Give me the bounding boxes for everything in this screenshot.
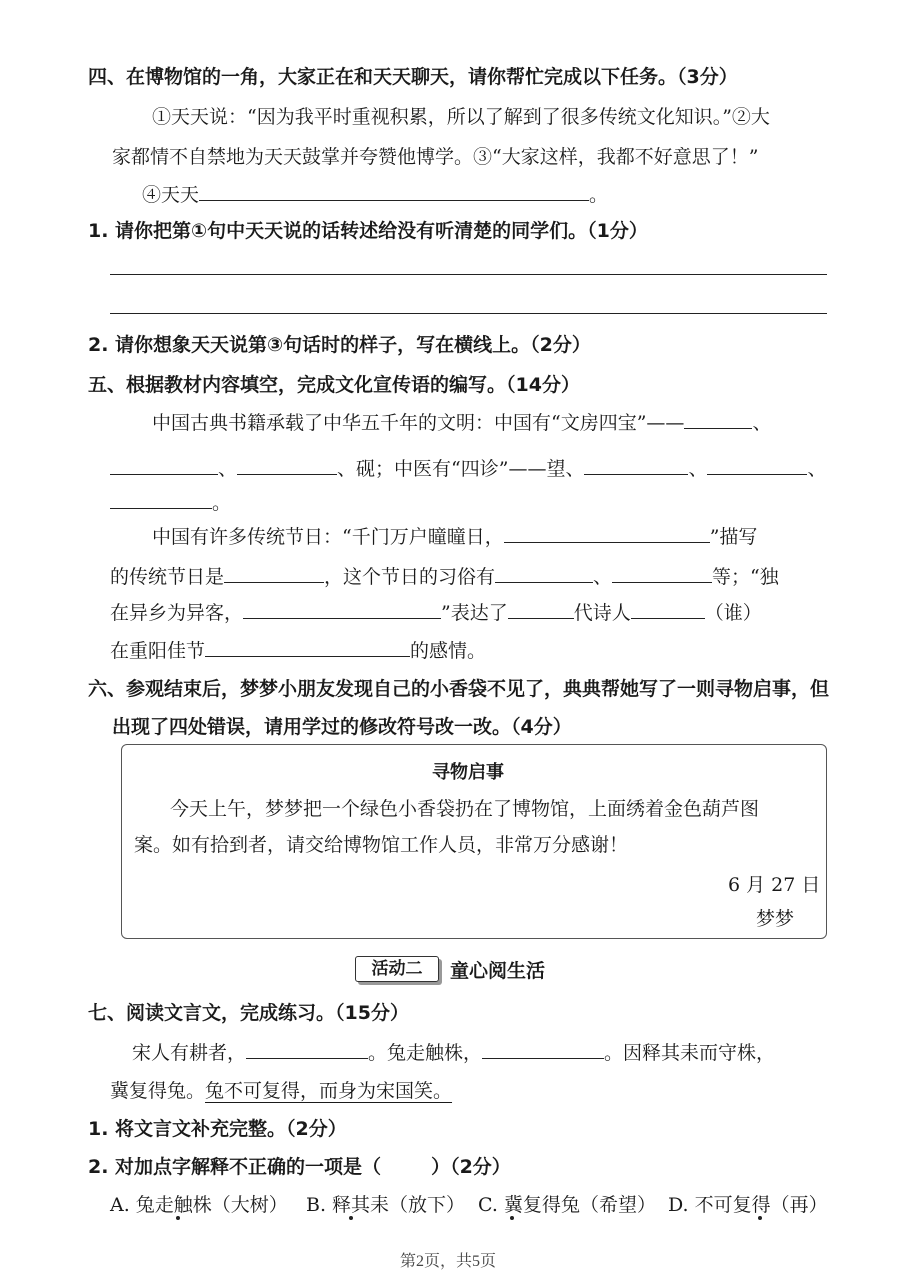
q5-blank-6[interactable] (110, 490, 212, 509)
notice-signature: 梦梦 (756, 908, 795, 930)
q4-sub1-answer-line-2[interactable] (110, 313, 827, 314)
emphasis-dot (176, 1216, 180, 1220)
q4-passage-line3 (142, 180, 608, 207)
q5-p1-line2 (110, 454, 826, 481)
q5-blank-1[interactable] (684, 410, 752, 429)
q5-blank-10[interactable] (612, 564, 712, 583)
q4-sub1: 1. 请你把第①句中天天说的话转述给没有听清楚的同学们。（1分） (88, 220, 648, 242)
notice-body-line2: 案。如有拾到者，请交给博物馆工作人员，非常万分感谢！ (134, 834, 629, 856)
activity-badge: 活动二 (355, 956, 439, 982)
q5-text: 、 (218, 458, 238, 480)
q7-sub2 (88, 1152, 511, 1179)
q7-text-line1 (132, 1038, 775, 1065)
q5-text: 。 (212, 492, 232, 514)
q5-text: ”描写 (709, 526, 758, 548)
q4-passage-line1: ①天天说：“因为我平时重视积累，所以了解到了很多传统文化知识。”②大 (152, 106, 770, 128)
q5-text: 代诗人 (573, 602, 631, 624)
q5-text: 中国有许多传统节日：“千门万户曈曈日， (152, 526, 504, 548)
q5-text: 的感情。 (410, 640, 487, 662)
q4-passage-line2: 家都情不自禁地为天天鼓掌并夸赞他博学。③“大家这样，我都不好意思了！” (112, 146, 759, 168)
q5-p1-line1 (152, 408, 771, 435)
q4-line3-prefix: ④天天 (142, 184, 200, 206)
q6-heading-line1: 六、参观结束后，梦梦小朋友发现自己的小香袋不见了，典典帮她写了一则寻物启事，但 (88, 678, 830, 700)
q5-blank-11[interactable] (243, 600, 441, 619)
q5-text: （谁） (704, 602, 762, 624)
q5-text: 中国古典书籍承载了中华五千年的文明：中国有“文房四宝”—— (152, 412, 685, 434)
emphasis-dot (349, 1216, 353, 1220)
notice-date: 6 月 27 日 (728, 874, 821, 896)
q7-text: 。兔走触株， (368, 1042, 483, 1064)
q4-sub2: 2. 请你想象天天说第③句话时的样子，写在横线上。（2分） (88, 334, 591, 356)
q5-p2-line1 (152, 522, 757, 549)
q5-text: ”表达了 (441, 602, 508, 624)
q5-text: 在重阳佳节 (110, 640, 206, 662)
q5-text: 、砚；中医有“四诊”——望、 (337, 458, 585, 480)
q5-text: 、 (593, 566, 613, 588)
q4-line3-suffix: 。 (589, 184, 609, 206)
q4-heading: 四、在博物馆的一角，大家正在和天天聊天，请你帮忙完成以下任务。（3分） (88, 66, 738, 88)
q5-blank-14[interactable] (205, 638, 410, 657)
q7-text: 冀复得兔。 (110, 1080, 206, 1102)
notice-title: 寻物启事 (432, 762, 504, 783)
q5-text: 在异乡为异客， (110, 602, 244, 624)
q5-text: 、 (807, 458, 827, 480)
page-number: 第2页，共5页 (400, 1253, 497, 1270)
q5-blank-3[interactable] (237, 456, 337, 475)
q7-text: 。因释其耒而守株， (604, 1042, 776, 1064)
q5-blank-7[interactable] (504, 524, 710, 543)
q7-sub1: 1. 将文言文补充完整。（2分） (88, 1118, 347, 1140)
q5-blank-9[interactable] (495, 564, 593, 583)
q5-blank-2[interactable] (110, 456, 218, 475)
q5-text: ，这个节日的习俗有 (324, 566, 496, 588)
q6-heading-line2: 出现了四处错误，请用学过的修改符号改一改。（4分） (112, 716, 572, 738)
q5-blank-8[interactable] (224, 564, 324, 583)
q7-text-line2 (110, 1076, 452, 1103)
q7-underlined-sentence: 兔不可复得，而身为宋国笑。 (205, 1080, 453, 1102)
q5-p2-line3 (110, 598, 762, 625)
q7-text: 宋人有耕者， (132, 1042, 247, 1064)
q5-heading: 五、根据教材内容填空，完成文化宣传语的编写。（14分） (88, 374, 580, 396)
q4-answer-blank[interactable] (199, 182, 589, 201)
emphasis-dot (758, 1216, 762, 1220)
q5-blank-12[interactable] (508, 600, 574, 619)
q5-text: 、 (752, 412, 772, 434)
q7-sub2-text: 2. 对加点字解释不正确的一项是（ (88, 1156, 382, 1178)
q7-option-c[interactable]: C. 冀复得兔（希望） (478, 1194, 656, 1216)
q5-text: 、 (688, 458, 708, 480)
q7-option-d[interactable]: D. 不可复得（再） (668, 1194, 828, 1216)
emphasis-dot (510, 1216, 514, 1220)
activity-title: 童心阅生活 (450, 960, 546, 982)
q5-p2-line2 (110, 562, 779, 589)
q4-sub1-answer-line-1[interactable] (110, 274, 827, 275)
q7-blank-1[interactable] (246, 1040, 368, 1059)
q5-blank-4[interactable] (584, 456, 688, 475)
q5-text: 的传统节日是 (110, 566, 225, 588)
q7-option-b[interactable]: B. 释其耒（放下） (306, 1194, 466, 1216)
q7-sub2-text: ）（2分） (431, 1156, 511, 1178)
q5-text: 等；“独 (712, 566, 779, 588)
q7-blank-2[interactable] (482, 1040, 604, 1059)
q5-blank-13[interactable] (631, 600, 705, 619)
q7-option-a[interactable]: A. 兔走触株（大树） (110, 1194, 288, 1216)
q5-p1-line3 (110, 488, 231, 515)
q5-p2-line4 (110, 636, 486, 663)
notice-body-line1: 今天上午，梦梦把一个绿色小香袋扔在了博物馆，上面绣着金色葫芦图 (170, 798, 760, 820)
q7-heading: 七、阅读文言文，完成练习。（15分） (88, 1002, 409, 1024)
q5-blank-5[interactable] (707, 456, 807, 475)
